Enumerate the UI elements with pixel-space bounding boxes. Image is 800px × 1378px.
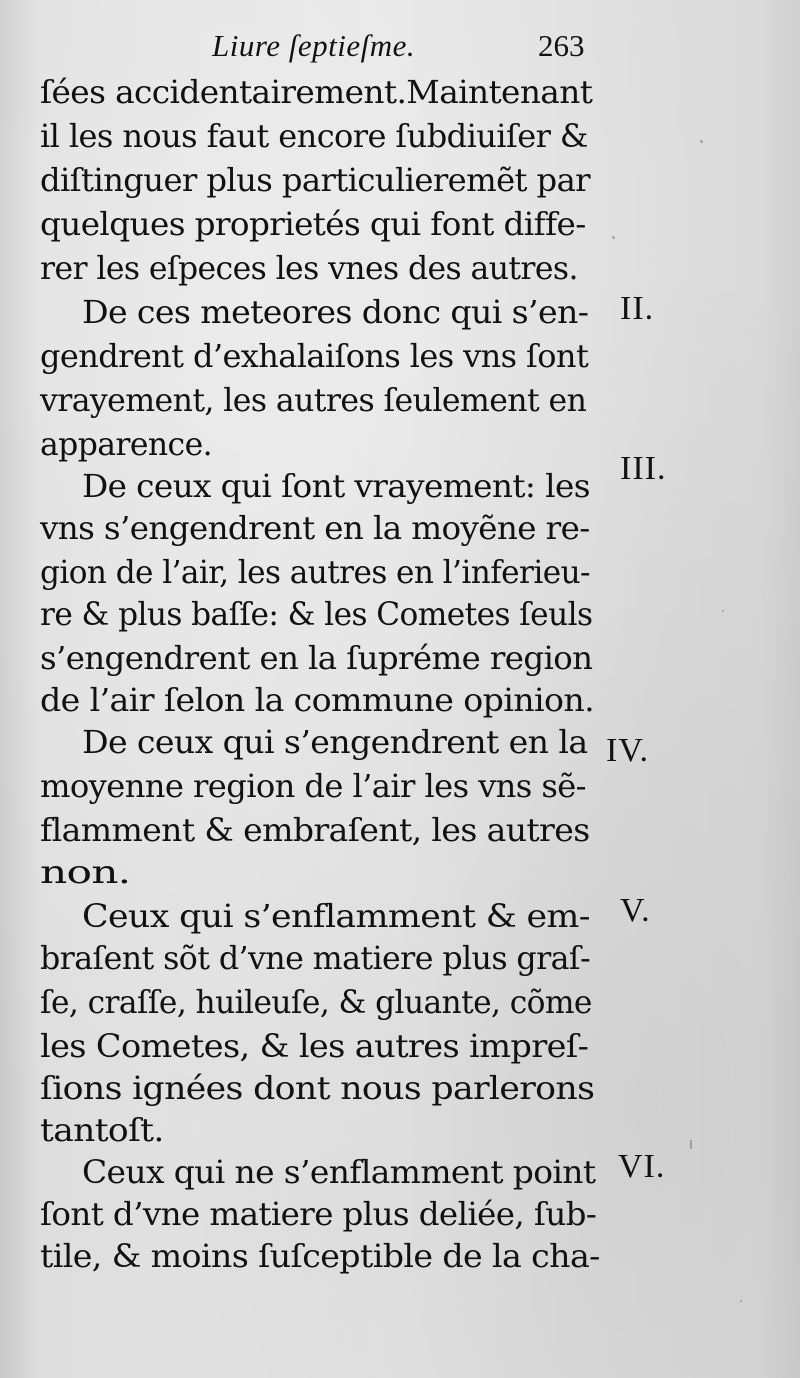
text-line: flamment & embraſent, les autres	[40, 811, 590, 849]
text-line: re & plus baſſe: & les Cometes ſeuls	[40, 595, 593, 633]
text-line: rer les eſpeces les vnes des autres.	[40, 249, 578, 287]
text-line: ſe, craſſe, huileuſe, & gluante, cõme	[40, 983, 592, 1021]
paper-speck	[700, 140, 703, 143]
text-line: les Cometes, & les autres impreſ-	[40, 1027, 589, 1065]
text-line: ſont d’vne matiere plus deliée, ſub-	[40, 1195, 597, 1233]
paper-speck	[690, 1140, 692, 1149]
text-line: s’engendrent en la ſupréme region	[40, 639, 593, 677]
text-line: apparence.	[40, 425, 213, 463]
text-line: Ceux qui s’enflamment & em-	[82, 897, 590, 935]
text-line: ſées accidentairement.Maintenant	[40, 73, 593, 111]
text-line: Ceux qui ne s’enflamment point	[82, 1153, 596, 1191]
text-line: vns s’engendrent en la moyẽne re-	[40, 509, 590, 547]
text-line: vrayement, les autres ſeulement en	[40, 381, 587, 419]
text-line: moyenne region de l’air les vns sẽ-	[40, 767, 586, 805]
paper-speck	[722, 610, 724, 612]
text-line: tile, & moins ſuſceptible de la cha-	[40, 1237, 600, 1275]
text-line: diſtinguer plus particulieremẽt par	[40, 161, 590, 199]
text-line: gion de l’air, les autres en l’inferieu-	[40, 553, 590, 591]
page-number: 263	[538, 28, 585, 63]
text-line: De ceux qui ſont vrayement: les	[82, 467, 590, 505]
text-line: il les nous faut encore ſubdiuiſer &	[40, 117, 588, 155]
margin-numeral: III.	[620, 450, 667, 487]
running-title: Liure ſeptieſme.	[212, 28, 416, 63]
margin-numeral: IV.	[606, 732, 649, 769]
text-line: ſions ignées dont nous parlerons	[40, 1069, 595, 1107]
text-line: quelques proprietés qui font diffe-	[40, 205, 586, 243]
text-line: tantoſt.	[40, 1111, 164, 1149]
paper-speck	[612, 236, 615, 239]
text-line: braſent sõt d’vne matiere plus graſ-	[40, 939, 591, 977]
paper-speck	[740, 1300, 742, 1302]
text-line: de l’air ſelon la commune opinion.	[40, 681, 595, 719]
margin-numeral: II.	[620, 290, 655, 327]
margin-numeral: V.	[620, 892, 651, 929]
text-line: non.	[40, 853, 131, 891]
text-line: De ces meteores donc qui s’en-	[82, 293, 589, 331]
text-line: De ceux qui s’engendrent en la	[82, 723, 588, 761]
margin-numeral: VI.	[618, 1148, 666, 1185]
text-line: gendrent d’exhalaiſons les vns ſont	[40, 337, 589, 375]
